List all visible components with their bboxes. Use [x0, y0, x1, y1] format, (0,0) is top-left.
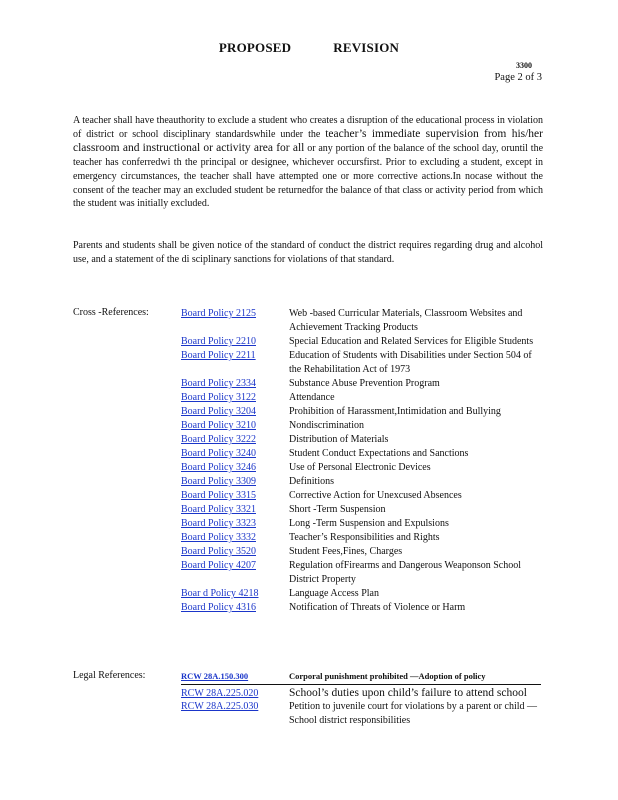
- policy-title: Substance Abuse Prevention Program: [289, 378, 440, 389]
- policy-title: Education of Students with Disabilities under Section 504 of the Rehabilitation Act of 1973: [289, 350, 532, 375]
- policy-link[interactable]: Board Policy 2125: [181, 308, 256, 319]
- paragraph-text: or any portion of the balance of the school day, oruntil the teacher has conferredwi th the principal or designee, whichever occursfirst. Prior to excluding a student, except in emergency circumstances, the teacher shall have attempted one or more corrective actions.In nocase without the consent of the teacher may an excluded student be returnedfor the balance of that class or activity period from which the student was initially excluded.: [73, 142, 544, 210]
- policy-link[interactable]: Board Policy 2211: [181, 350, 256, 361]
- list-item: [181, 475, 541, 489]
- rcw-link[interactable]: RCW 28A.225.020: [181, 687, 259, 699]
- list-item: [181, 559, 541, 587]
- list-item: [181, 601, 541, 615]
- policy-link[interactable]: Board Policy 2210: [181, 336, 256, 347]
- list-item: [181, 503, 541, 517]
- policy-link[interactable]: Board Policy 3323: [181, 518, 256, 529]
- policy-link[interactable]: Board Policy 3315: [181, 490, 256, 501]
- policy-link[interactable]: Board Policy 2334: [181, 378, 256, 389]
- rcw-link[interactable]: RCW 28A.150.300: [181, 671, 249, 681]
- list-item: [181, 349, 541, 377]
- paragraph-text-large: teacher’s immediate supervision from his/her classroom and instructional or activity area for all: [73, 127, 543, 154]
- paragraph-notice: Parents and students shall be given notice of the standard of conduct the district requires regarding drug and alcohol use, and a statement of the di sciplinary sanctions for violations of that standard.: [73, 240, 543, 265]
- policy-link[interactable]: Board Policy 4316: [181, 602, 256, 613]
- list-item: [181, 377, 541, 391]
- policy-link[interactable]: Board Policy 3122: [181, 392, 256, 403]
- page-title: [0, 40, 618, 56]
- list-item: [181, 531, 541, 545]
- list-item: [181, 433, 541, 447]
- list-item: [181, 687, 541, 701]
- policy-link[interactable]: Board Policy 3210: [181, 420, 256, 431]
- policy-link[interactable]: Board Policy 3321: [181, 504, 256, 515]
- rcw-title: Petition to juvenile court for violations by a parent or child —School district responsibilities: [289, 701, 538, 726]
- policy-title: Notification of Threats of Violence or Harm: [289, 602, 466, 613]
- policy-title: Teacher’s Responsibilities and Rights: [289, 532, 440, 543]
- cross-references-list: [181, 307, 541, 615]
- policy-title: Corrective Action for Unexcused Absences: [289, 490, 462, 501]
- list-item: [181, 670, 541, 685]
- list-item: [181, 307, 541, 335]
- policy-title: Web -based Curricular Materials, Classroom Websites and Achievement Tracking Products: [289, 308, 523, 333]
- policy-title: Attendance: [289, 392, 335, 403]
- list-item: [181, 447, 541, 461]
- policy-link[interactable]: Board Policy 4207: [181, 560, 256, 571]
- page-number: Page 2 of 3: [494, 72, 542, 83]
- policy-title: Distribution of Materials: [289, 434, 389, 445]
- policy-title: Long -Term Suspension and Expulsions: [289, 518, 449, 529]
- rcw-title: Corporal punishment prohibited —Adoption of policy: [289, 671, 486, 681]
- paragraph-text: A teacher shall have theauthority to exclude a student who creates a disruption of the educational process in violation of district or school disciplinary standardswhile under the: [73, 115, 543, 140]
- list-item: [181, 419, 541, 433]
- policy-title: Use of Personal Electronic Devices: [289, 462, 431, 473]
- list-item: [181, 587, 541, 601]
- list-item: [181, 405, 541, 419]
- legal-references-label: Legal References:: [73, 670, 146, 681]
- policy-number: 3300: [516, 61, 532, 70]
- policy-title: Regulation ofFirearms and Dangerous Weaponson School District Property: [289, 560, 522, 585]
- list-item: [181, 545, 541, 559]
- policy-link[interactable]: Boar d Policy 4218: [181, 588, 259, 599]
- policy-link[interactable]: Board Policy 3240: [181, 448, 256, 459]
- list-item: [181, 461, 541, 475]
- policy-title: Student Fees,Fines, Charges: [289, 546, 403, 557]
- policy-title: Short -Term Suspension: [289, 504, 386, 515]
- rcw-link[interactable]: RCW 28A.225.030: [181, 701, 259, 712]
- policy-link[interactable]: Board Policy 3520: [181, 546, 256, 557]
- policy-title: Definitions: [289, 476, 334, 487]
- list-item: [181, 391, 541, 405]
- policy-title: Language Access Plan: [289, 588, 379, 599]
- policy-link[interactable]: Board Policy 3309: [181, 476, 256, 487]
- rcw-title: School’s duties upon child’s failure to attend school: [289, 686, 527, 699]
- title-right: REVISION: [333, 40, 400, 55]
- title-left: PROPOSED: [218, 40, 292, 55]
- policy-link[interactable]: Board Policy 3204: [181, 406, 256, 417]
- policy-link[interactable]: Board Policy 3246: [181, 462, 256, 473]
- list-item: [181, 489, 541, 503]
- cross-references-label: Cross -References:: [73, 307, 149, 318]
- list-item: [181, 517, 541, 531]
- policy-title: Special Education and Related Services for Eligible Students: [289, 336, 534, 347]
- policy-title: Student Conduct Expectations and Sanctions: [289, 448, 469, 459]
- list-item: [181, 335, 541, 349]
- legal-references-list: [181, 670, 541, 727]
- policy-link[interactable]: Board Policy 3222: [181, 434, 256, 445]
- policy-title: Nondiscrimination: [289, 420, 364, 431]
- paragraph-exclusion-authority: [73, 114, 543, 211]
- policy-link[interactable]: Board Policy 3332: [181, 532, 256, 543]
- policy-title: Prohibition of Harassment,Intimidation and Bullying: [289, 406, 501, 417]
- list-item: [181, 700, 541, 727]
